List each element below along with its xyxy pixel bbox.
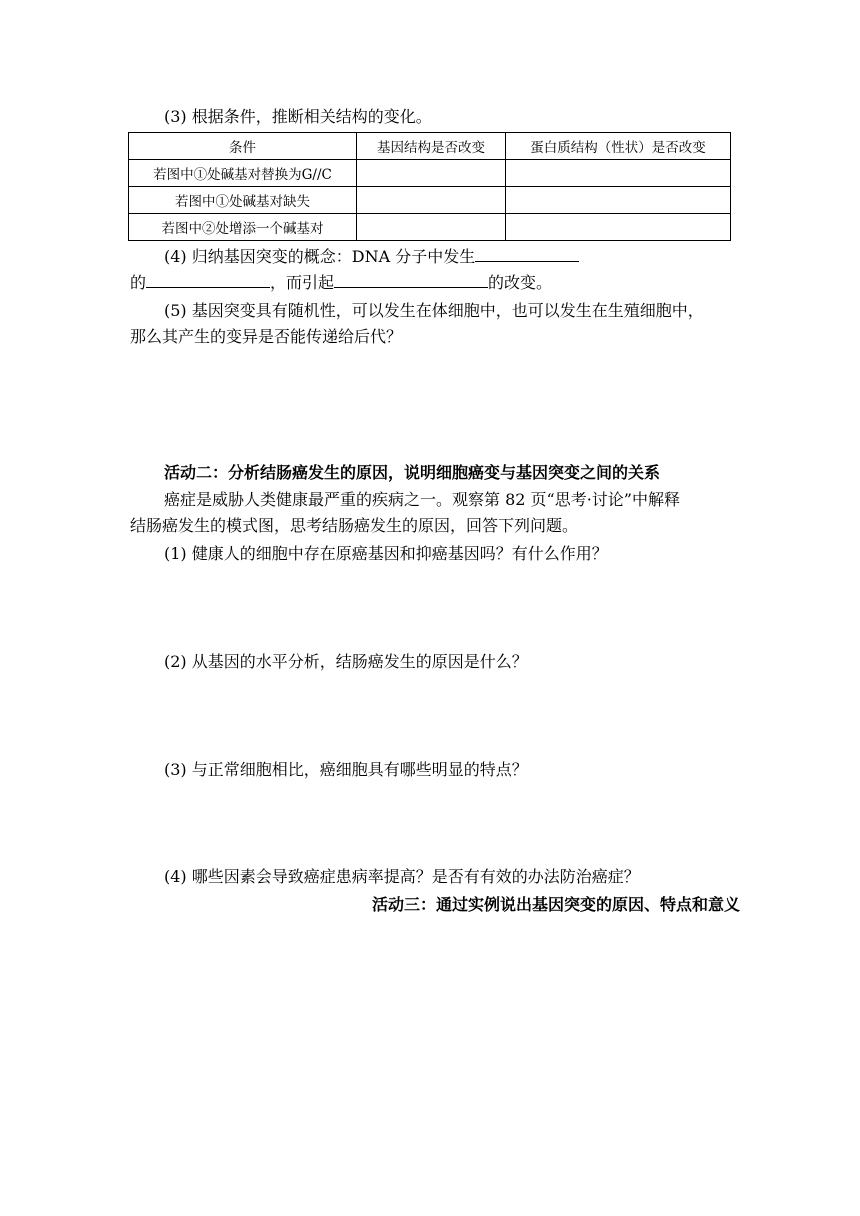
answer-blank[interactable] [334, 270, 488, 288]
table-header-cell: 蛋白质结构（性状）是否改变 [506, 133, 731, 160]
activity-2-question-4: (4) 哪些因素会导致癌症患病率提高？是否有有效的办法防治癌症？ [164, 867, 640, 886]
table-header-cell: 基因结构是否改变 [357, 133, 506, 160]
table-cell[interactable] [357, 214, 506, 241]
activity-2-question-1: (1) 健康人的细胞中存在原癌基因和抑癌基因吗？有什么作用？ [164, 544, 608, 563]
activity-2-question-2: (2) 从基因的水平分析，结肠癌发生的原因是什么？ [164, 652, 528, 671]
activity-2-intro-line2: 结肠癌发生的模式图，思考结肠癌发生的原因，回答下列问题。 [130, 516, 579, 535]
answer-blank[interactable] [146, 270, 270, 288]
activity-2-question-3: (3) 与正常细胞相比，癌细胞具有哪些明显的特点？ [164, 760, 528, 779]
question-5-line1: (5) 基因突变具有随机性，可以发生在体细胞中，也可以发生在生殖细胞中， [164, 301, 704, 320]
table-cell: 若图中①处碱基对缺失 [129, 187, 357, 214]
question-4-line1 [164, 244, 579, 268]
activity-3-title: 活动三：通过实例说出基因突变的原因、特点和意义 [372, 895, 741, 914]
table-cell[interactable] [357, 187, 506, 214]
condition-table [128, 132, 731, 241]
table-header-row [129, 133, 731, 160]
table-header-cell: 条件 [129, 133, 357, 160]
table-row [129, 214, 731, 241]
question-4-text: 的 [130, 273, 147, 292]
question-5-line2: 那么其产生的变异是否能传递给后代？ [130, 327, 403, 346]
question-4-text: (4) 归纳基因突变的概念：DNA 分子中发生 [164, 247, 476, 266]
table-row [129, 187, 731, 214]
table-cell: 若图中①处碱基对替换为G//C [129, 160, 357, 187]
table-cell[interactable] [357, 160, 506, 187]
table-cell[interactable] [506, 214, 731, 241]
question-3-prompt: (3) 根据条件，推断相关结构的变化。 [164, 107, 432, 126]
question-4-line2 [130, 270, 552, 294]
table-cell[interactable] [506, 187, 731, 214]
question-4-text: 的改变。 [488, 273, 553, 292]
activity-2-title: 活动二：分析结肠癌发生的原因，说明细胞癌变与基因突变之间的关系 [164, 463, 661, 482]
activity-2-intro-line1: 癌症是威胁人类健康最严重的疾病之一。观察第 82 页“思考·讨论”中解释 [164, 490, 680, 509]
table-cell: 若图中②处增添一个碱基对 [129, 214, 357, 241]
answer-blank[interactable] [475, 244, 579, 262]
question-4-text: ，而引起 [270, 273, 335, 292]
table-row [129, 160, 731, 187]
table-cell[interactable] [506, 160, 731, 187]
